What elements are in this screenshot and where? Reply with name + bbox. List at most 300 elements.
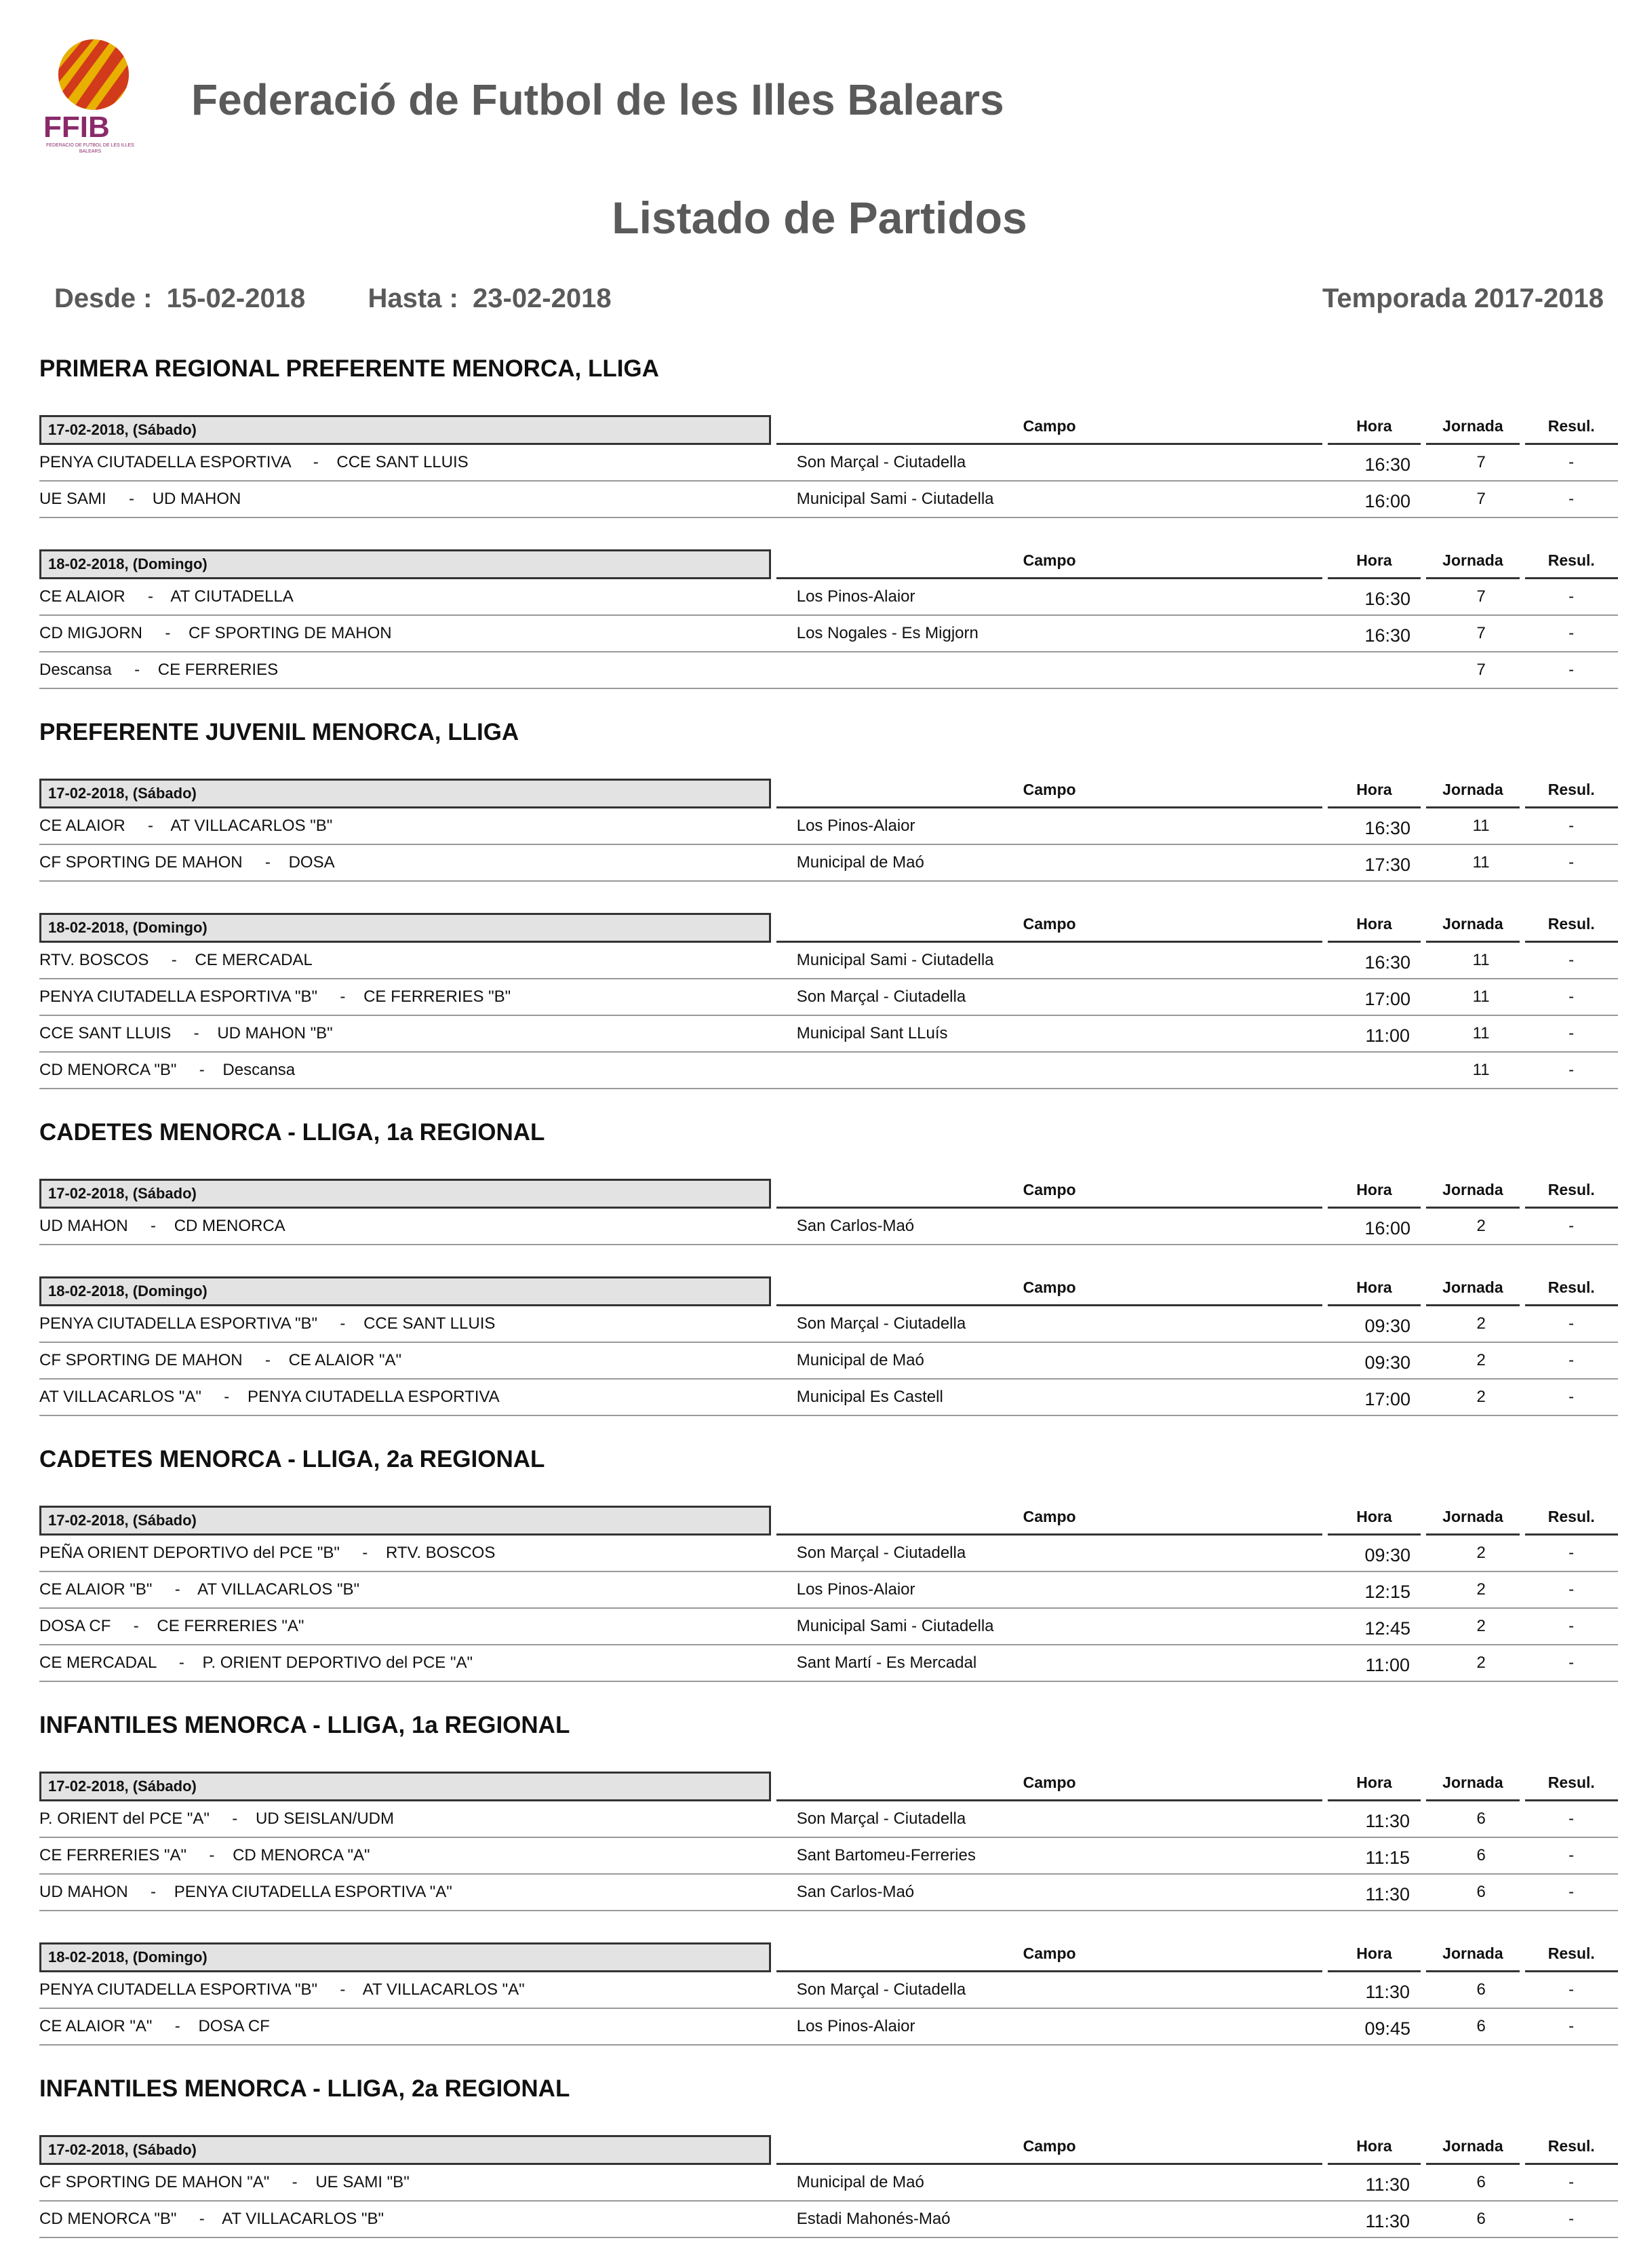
result: -: [1568, 587, 1575, 606]
match-row: [39, 1609, 1618, 1645]
match-row: [39, 845, 1618, 882]
match-row: [39, 1380, 1618, 1416]
result: -: [1568, 817, 1575, 835]
competition-title: INFANTILES MENORCA - LLIGA, 2a REGIONAL: [39, 2075, 570, 2102]
date-group: [39, 2134, 1618, 2238]
column-campo: Campo: [776, 1277, 1322, 1306]
home-team: CF SPORTING DE MAHON: [39, 853, 243, 872]
jornada-number: 11: [1472, 951, 1490, 969]
team-separator: -: [201, 1388, 248, 1406]
away-team: AT CIUTADELLA: [170, 587, 294, 606]
match-teams: [39, 1061, 797, 1080]
match-row: [39, 579, 1618, 616]
column-resul: Resul.: [1525, 416, 1618, 445]
kickoff-time: 11:30: [1365, 2210, 1410, 2231]
team-separator: -: [269, 2173, 316, 2191]
kickoff-time: 09:30: [1364, 1544, 1411, 1565]
home-team: CD MIGJORN: [39, 624, 142, 642]
date-group: [39, 1504, 1618, 1682]
home-team: DOSA CF: [39, 1617, 111, 1635]
venue: Son Marçal - Ciutadella: [796, 988, 966, 1006]
home-team: PENYA CIUTADELLA ESPORTIVA "B": [39, 1980, 318, 1999]
column-hora: Hora: [1328, 1943, 1421, 1972]
team-separator: -: [317, 988, 364, 1006]
match-row: [39, 482, 1618, 518]
result: -: [1568, 1883, 1575, 1901]
date-group: [39, 1770, 1618, 1911]
match-date: 18-02-2018, (Domingo): [39, 913, 771, 943]
home-team: CE ALAIOR "B": [39, 1580, 153, 1599]
away-team: CCE SANT LLUIS: [336, 453, 469, 471]
kickoff-time: 11:30: [1365, 1981, 1410, 2002]
result: -: [1568, 1388, 1575, 1406]
column-jornada: Jornada: [1426, 1179, 1519, 1209]
column-campo: Campo: [776, 1943, 1322, 1972]
match-row: [39, 808, 1618, 845]
kickoff-time: 16:30: [1364, 952, 1411, 973]
kickoff-time: [1337, 1068, 1438, 1072]
result: -: [1568, 2173, 1575, 2191]
venue: Son Marçal - Ciutadella: [796, 453, 966, 471]
venue: Sant Martí - Es Mercadal: [796, 1654, 977, 1672]
result: -: [1568, 1846, 1575, 1864]
away-team: Descansa: [222, 1061, 296, 1079]
jornada-number: 2: [1476, 1351, 1486, 1369]
kickoff-time: 11:30: [1365, 2174, 1410, 2195]
competition-title: PRIMERA REGIONAL PREFERENTE MENORCA, LLIGA: [39, 355, 659, 382]
jornada-number: 11: [1472, 988, 1490, 1006]
column-hora: Hora: [1328, 1772, 1421, 1801]
date-group: [39, 548, 1618, 689]
team-separator: -: [242, 1351, 289, 1369]
date-group: [39, 912, 1618, 1089]
jornada-number: 6: [1476, 2210, 1486, 2228]
jornada-number: 11: [1472, 1024, 1490, 1042]
result: -: [1568, 1217, 1575, 1235]
column-resul: Resul.: [1525, 779, 1618, 808]
date-group: [39, 1275, 1618, 1416]
kickoff-time: 11:30: [1365, 1810, 1410, 1831]
kickoff-time: 11:15: [1365, 1847, 1410, 1868]
match-row: [39, 1306, 1618, 1343]
away-team: PENYA CIUTADELLA ESPORTIVA "A": [174, 1883, 452, 1901]
venue: Estadi Mahonés-Maó: [796, 2210, 951, 2228]
jornada-number: 11: [1472, 853, 1490, 872]
kickoff-time: 17:00: [1364, 1388, 1411, 1409]
competition-title: CADETES MENORCA - LLIGA, 2a REGIONAL: [39, 1446, 545, 1472]
date-range: [54, 284, 618, 314]
team-separator: -: [242, 853, 289, 872]
kickoff-time: 11:00: [1365, 1654, 1410, 1675]
result: -: [1568, 1580, 1575, 1599]
match-row: [39, 2009, 1618, 2046]
match-teams: [39, 1388, 797, 1407]
column-jornada: Jornada: [1426, 1277, 1519, 1306]
team-separator: -: [209, 1810, 256, 1828]
group-header: [39, 548, 1618, 579]
team-separator: -: [171, 1024, 218, 1042]
match-teams: [39, 853, 797, 872]
home-team: PENYA CIUTADELLA ESPORTIVA "B": [39, 988, 318, 1006]
match-teams: [39, 988, 797, 1006]
jornada-number: 6: [1476, 1883, 1486, 1901]
match-row: [39, 943, 1618, 979]
jornada-number: 2: [1476, 1314, 1486, 1333]
team-separator: -: [290, 453, 337, 471]
column-jornada: Jornada: [1426, 2136, 1519, 2165]
match-date: 17-02-2018, (Sábado): [39, 779, 771, 808]
jornada-number: 7: [1476, 587, 1486, 606]
away-team: CE MERCADAL: [195, 951, 313, 969]
match-teams: [39, 1314, 797, 1333]
team-separator: -: [152, 1580, 198, 1599]
group-header: [39, 2134, 1618, 2165]
team-separator: -: [125, 817, 171, 835]
match-date: 18-02-2018, (Domingo): [39, 1276, 771, 1306]
result: -: [1568, 1544, 1575, 1562]
column-hora: Hora: [1328, 550, 1421, 579]
column-hora: Hora: [1328, 416, 1421, 445]
match-row: [39, 1209, 1618, 1245]
away-team: UD MAHON: [152, 490, 241, 508]
venue: Municipal de Maó: [796, 853, 924, 872]
ffib-logo: [39, 35, 148, 164]
kickoff-time: 11:00: [1365, 1025, 1410, 1046]
team-separator: -: [149, 951, 195, 969]
match-teams: [39, 1544, 797, 1563]
team-separator: -: [317, 1980, 363, 1999]
match-teams: [39, 1580, 797, 1599]
jornada-number: 2: [1476, 1388, 1486, 1406]
home-team: CE ALAIOR: [39, 817, 125, 835]
kickoff-time: 12:15: [1364, 1581, 1411, 1602]
team-separator: -: [176, 1061, 223, 1079]
home-team: CE MERCADAL: [39, 1654, 157, 1672]
home-team: PENYA CIUTADELLA ESPORTIVA: [39, 453, 291, 471]
match-row: [39, 652, 1618, 689]
kickoff-time: 17:00: [1364, 988, 1411, 1009]
match-teams: [39, 2017, 797, 2036]
venue: Los Pinos-Alaior: [796, 817, 915, 835]
away-team: CE FERRERIES "B": [363, 988, 511, 1006]
column-jornada: Jornada: [1426, 1943, 1519, 1972]
column-jornada: Jornada: [1426, 779, 1519, 808]
column-campo: Campo: [776, 779, 1322, 808]
match-teams: [39, 1024, 797, 1043]
group-header: [39, 1177, 1618, 1209]
kickoff-time: 09:45: [1364, 2018, 1411, 2039]
match-date: 17-02-2018, (Sábado): [39, 1506, 771, 1536]
venue: Los Pinos-Alaior: [796, 587, 915, 606]
jornada-number: 7: [1476, 453, 1486, 471]
hasta-label: Hasta :: [368, 284, 458, 313]
venue: Son Marçal - Ciutadella: [796, 1544, 966, 1562]
season-label: Temporada 2017-2018: [1322, 284, 1604, 313]
result: -: [1568, 1654, 1575, 1672]
match-teams: [39, 1654, 797, 1673]
jornada-number: 2: [1476, 1580, 1486, 1599]
match-teams: [39, 1617, 797, 1636]
jornada-number: 2: [1476, 1617, 1486, 1635]
home-team: UD MAHON: [39, 1217, 128, 1235]
away-team: CD MENORCA "A": [233, 1846, 370, 1864]
column-campo: Campo: [776, 1772, 1322, 1801]
result: -: [1568, 1314, 1575, 1333]
column-campo: Campo: [776, 550, 1322, 579]
result: -: [1568, 988, 1575, 1006]
venue: Municipal de Maó: [796, 1351, 924, 1369]
jornada-number: 7: [1476, 490, 1486, 508]
result: -: [1568, 951, 1575, 969]
jornada-number: 2: [1476, 1544, 1486, 1562]
jornada-number: 11: [1472, 1061, 1490, 1079]
column-campo: Campo: [776, 914, 1322, 943]
team-separator: -: [127, 1217, 174, 1235]
group-header: [39, 1941, 1618, 1972]
column-hora: Hora: [1328, 1506, 1421, 1536]
result: -: [1568, 1810, 1575, 1828]
match-teams: [39, 1810, 797, 1829]
column-resul: Resul.: [1525, 1506, 1618, 1536]
match-row: [39, 979, 1618, 1016]
kickoff-time: [1337, 668, 1438, 672]
date-group: [39, 1177, 1618, 1245]
ffib-logo-icon: [39, 35, 148, 164]
column-hora: Hora: [1328, 1179, 1421, 1209]
date-group: [39, 777, 1618, 882]
team-separator: -: [127, 1883, 174, 1901]
date-group: [39, 414, 1618, 518]
venue: Son Marçal - Ciutadella: [796, 1980, 966, 1999]
org-title: Federació de Futbol de les Illes Balears: [191, 75, 1004, 124]
venue: Municipal Sami - Ciutadella: [796, 1617, 994, 1635]
venue: Los Nogales - Es Migjorn: [796, 624, 979, 642]
match-teams: [39, 624, 797, 643]
venue: Municipal Es Castell: [796, 1388, 943, 1406]
logo-subtext: FEDERACIÓ DE FUTBOL DE LES ILLES BALEARS: [46, 143, 134, 154]
match-teams: [39, 2210, 797, 2229]
competition-title: INFANTILES MENORCA - LLIGA, 1a REGIONAL: [39, 1712, 570, 1738]
home-team: CE FERRERIES "A": [39, 1846, 187, 1864]
away-team: AT VILLACARLOS "B": [197, 1580, 360, 1599]
home-team: CD MENORCA "B": [39, 1061, 177, 1079]
column-resul: Resul.: [1525, 1277, 1618, 1306]
away-team: UD SEISLAN/UDM: [255, 1810, 394, 1828]
desde-value: 15-02-2018: [166, 284, 306, 313]
team-separator: -: [125, 587, 171, 606]
home-team: UD MAHON: [39, 1883, 128, 1901]
result: -: [1568, 453, 1575, 471]
away-team: CD MENORCA: [174, 1217, 285, 1235]
match-row: [39, 2202, 1618, 2238]
match-date: 18-02-2018, (Domingo): [39, 1942, 771, 1972]
away-team: DOSA CF: [198, 2017, 270, 2035]
match-row: [39, 1536, 1618, 1572]
home-team: CD MENORCA "B": [39, 2210, 177, 2228]
match-row: [39, 1053, 1618, 1089]
home-team: PENYA CIUTADELLA ESPORTIVA "B": [39, 1314, 318, 1333]
kickoff-time: 17:30: [1364, 854, 1411, 875]
column-resul: Resul.: [1525, 1943, 1618, 1972]
match-teams: [39, 587, 797, 606]
away-team: AT VILLACARLOS "A": [362, 1980, 525, 1999]
logo-text: FFIB: [43, 111, 110, 144]
jornada-number: 7: [1476, 661, 1486, 679]
match-date: 17-02-2018, (Sábado): [39, 1179, 771, 1209]
match-teams: [39, 1217, 797, 1236]
match-date: 17-02-2018, (Sábado): [39, 415, 771, 445]
kickoff-time: 16:30: [1364, 454, 1411, 475]
column-campo: Campo: [776, 416, 1322, 445]
column-jornada: Jornada: [1426, 1772, 1519, 1801]
match-teams: [39, 1351, 797, 1370]
result: -: [1568, 490, 1575, 508]
column-hora: Hora: [1328, 779, 1421, 808]
date-group: [39, 1941, 1618, 2046]
team-separator: -: [142, 624, 189, 642]
away-team: CE FERRERIES: [157, 661, 279, 679]
column-jornada: Jornada: [1426, 550, 1519, 579]
match-row: [39, 445, 1618, 482]
jornada-number: 2: [1476, 1654, 1486, 1672]
home-team: PEÑA ORIENT DEPORTIVO del PCE "B": [39, 1544, 340, 1562]
jornada-number: 6: [1476, 1810, 1486, 1828]
venue: San Carlos-Maó: [796, 1217, 915, 1235]
match-row: [39, 1645, 1618, 1682]
match-teams: [39, 661, 797, 680]
away-team: CE ALAIOR "A": [288, 1351, 402, 1369]
kickoff-time: 16:30: [1364, 817, 1411, 838]
home-team: CF SPORTING DE MAHON "A": [39, 2173, 270, 2191]
team-separator: -: [156, 1654, 203, 1672]
away-team: AT VILLACARLOS "B": [170, 817, 333, 835]
kickoff-time: 11:30: [1365, 1883, 1410, 1904]
away-team: AT VILLACARLOS "B": [222, 2210, 384, 2228]
group-header: [39, 777, 1618, 808]
jornada-number: 6: [1476, 1846, 1486, 1864]
match-teams: [39, 951, 797, 970]
away-team: CE FERRERIES "A": [157, 1617, 304, 1635]
home-team: CF SPORTING DE MAHON: [39, 1351, 243, 1369]
match-listing: [39, 347, 1618, 2268]
result: -: [1568, 1061, 1575, 1079]
team-separator: -: [111, 661, 158, 679]
result: -: [1568, 1351, 1575, 1369]
jornada-number: 2: [1476, 1217, 1486, 1235]
match-date: 17-02-2018, (Sábado): [39, 1772, 771, 1801]
result: -: [1568, 1024, 1575, 1042]
match-row: [39, 1343, 1618, 1380]
match-teams: [39, 2173, 797, 2192]
page-title: Listado de Partidos: [612, 193, 1027, 243]
match-teams: [39, 1980, 797, 1999]
group-header: [39, 414, 1618, 445]
home-team: AT VILLACARLOS "A": [39, 1388, 201, 1406]
team-separator: -: [186, 1846, 233, 1864]
away-team: P. ORIENT DEPORTIVO del PCE "A": [202, 1654, 473, 1672]
column-resul: Resul.: [1525, 1772, 1618, 1801]
match-teams: [39, 817, 797, 836]
group-header: [39, 1504, 1618, 1536]
away-team: DOSA: [288, 853, 335, 872]
away-team: UD MAHON "B": [217, 1024, 333, 1042]
venue: Municipal Sant LLuís: [796, 1024, 948, 1042]
team-separator: -: [339, 1544, 386, 1562]
venue: Municipal Sami - Ciutadella: [796, 951, 994, 969]
column-resul: Resul.: [1525, 2136, 1618, 2165]
column-hora: Hora: [1328, 914, 1421, 943]
venue: Sant Bartomeu-Ferreries: [796, 1846, 976, 1864]
hasta-value: 23-02-2018: [473, 284, 612, 313]
match-row: [39, 1875, 1618, 1911]
match-date: 17-02-2018, (Sábado): [39, 2135, 771, 2165]
home-team: CCE SANT LLUIS: [39, 1024, 172, 1042]
home-team: UE SAMI: [39, 490, 106, 508]
column-resul: Resul.: [1525, 550, 1618, 579]
away-team: PENYA CIUTADELLA ESPORTIVA: [247, 1388, 500, 1406]
jornada-number: 6: [1476, 2017, 1486, 2035]
column-campo: Campo: [776, 2136, 1322, 2165]
column-resul: Resul.: [1525, 914, 1618, 943]
competition-title: PREFERENTE JUVENIL MENORCA, LLIGA: [39, 719, 519, 745]
match-row: [39, 1572, 1618, 1609]
match-teams: [39, 490, 797, 509]
team-separator: -: [111, 1617, 157, 1635]
result: -: [1568, 661, 1575, 679]
desde-label: Desde :: [54, 284, 153, 313]
team-separator: -: [176, 2210, 222, 2228]
jornada-number: 11: [1472, 817, 1490, 835]
team-separator: -: [152, 2017, 199, 2035]
column-hora: Hora: [1328, 2136, 1421, 2165]
match-row: [39, 1801, 1618, 1838]
group-header: [39, 912, 1618, 943]
column-resul: Resul.: [1525, 1179, 1618, 1209]
team-separator: -: [317, 1314, 364, 1333]
away-team: UE SAMI "B": [315, 2173, 410, 2191]
match-row: [39, 1016, 1618, 1053]
kickoff-time: 12:45: [1364, 1618, 1411, 1639]
column-campo: Campo: [776, 1506, 1322, 1536]
away-team: CCE SANT LLUIS: [363, 1314, 496, 1333]
match-row: [39, 616, 1618, 652]
column-jornada: Jornada: [1426, 914, 1519, 943]
venue: Municipal Sami - Ciutadella: [796, 490, 994, 508]
venue: Los Pinos-Alaior: [796, 1580, 915, 1599]
away-team: RTV. BOSCOS: [385, 1544, 496, 1562]
result: -: [1568, 624, 1575, 642]
kickoff-time: 09:30: [1364, 1315, 1411, 1336]
kickoff-time: 16:30: [1364, 588, 1411, 609]
jornada-number: 6: [1476, 1980, 1486, 1999]
match-row: [39, 2165, 1618, 2202]
match-teams: [39, 453, 797, 472]
home-team: CE ALAIOR "A": [39, 2017, 153, 2035]
column-campo: Campo: [776, 1179, 1322, 1209]
match-row: [39, 1972, 1618, 2009]
group-header: [39, 1770, 1618, 1801]
match-teams: [39, 1883, 797, 1902]
match-teams: [39, 1846, 797, 1865]
column-hora: Hora: [1328, 1277, 1421, 1306]
result: -: [1568, 2210, 1575, 2228]
match-row: [39, 1838, 1618, 1875]
column-jornada: Jornada: [1426, 416, 1519, 445]
team-separator: -: [106, 490, 153, 508]
kickoff-time: 16:00: [1364, 1217, 1411, 1238]
venue: Municipal de Maó: [796, 2173, 924, 2191]
match-date: 18-02-2018, (Domingo): [39, 549, 771, 579]
